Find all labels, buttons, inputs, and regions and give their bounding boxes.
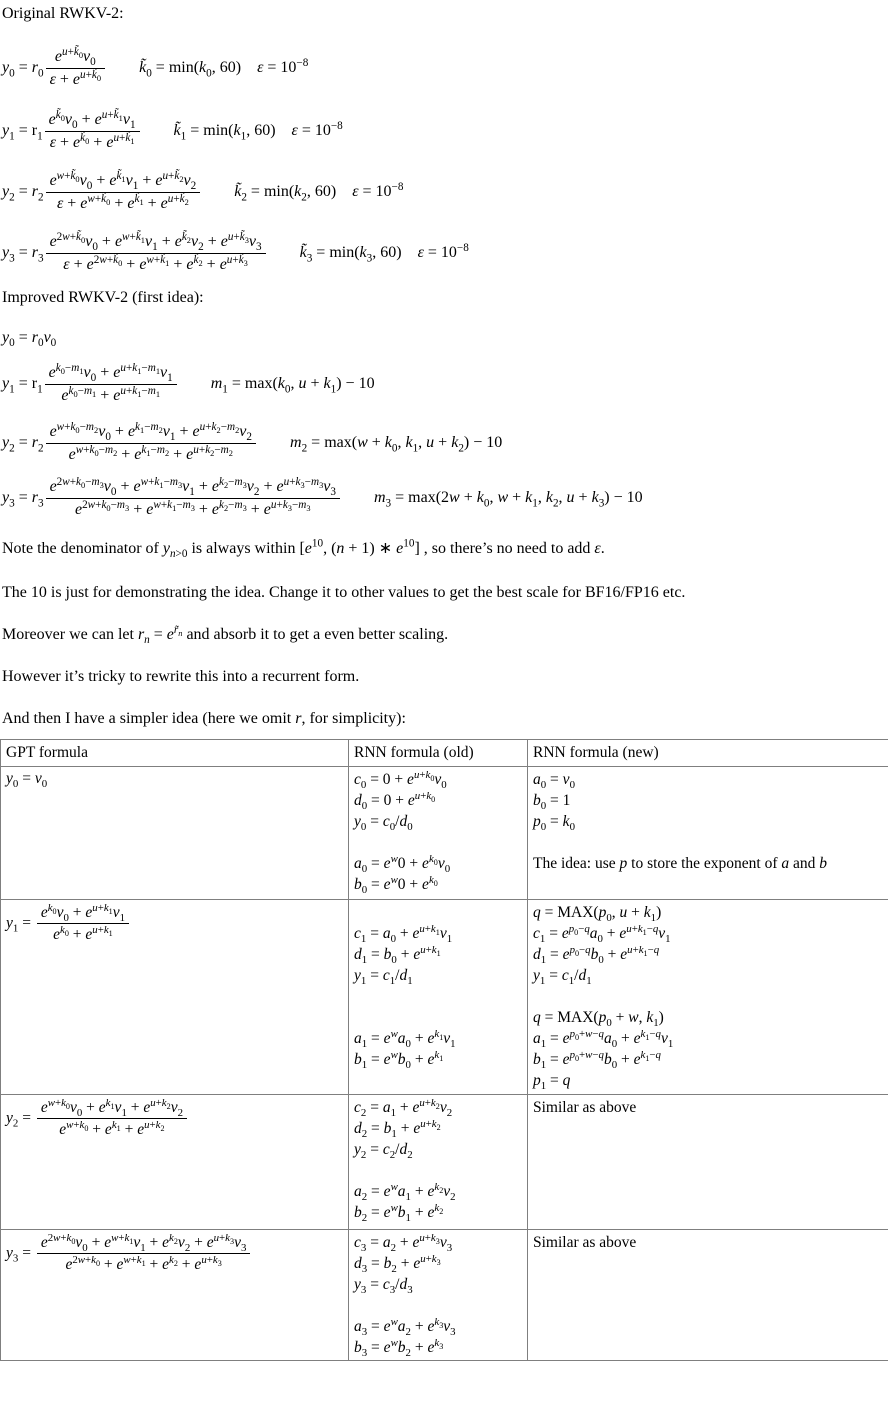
rnn-new-cell-row1: $q = MAX(p_0$, $u + k_1$) $c_1 = e^{p_0-q}a_0 + e^{u+k_1-q}v_1$ $d_1 = e^{p_0-q}b_0 + e^{u+k_1-q}$ $y_1 = c_1/d_1$ $q = MAX(p_0 + w$, $k_1$) $a_1 = e^{p_0+w-q}a_0 + e^{k_1-q}v_1$ $b_1 = e^{p_0+w-q}b_0 + e^{k_1-q}$ $p_1 = q$ [528,900,888,1095]
equation-original-y0: $y_0 = r_0$ $\frac{e^{u+k̃_0}v_0}{\varepsilon + e^{u+k̃_0}}$ $k̃_0 = \min(k_0$, 60) $\varepsilon = 10^{-8}$ [2,45,309,88]
rnn-old-cell-row1: $c_1 = a_0 + e^{u+k_1}v_1$ $d_1 = b_0 + e^{u+k_1}$ $y_1 = c_1/d_1$ $a_1 = e^wa_0 + e^{k_1}v_1$ $b_1 = e^wb_0 + e^{k_1}$ [349,900,528,1095]
table-header-row [1,740,888,767]
table-row [1,1095,888,1230]
equation-improved-y3: $y_3 = r_3$ $\frac{e^{2w+k_0-m_3}v_0 + e^{w+k_1-m_3}v_1 + e^{k_2-m_3}v_2 + e^{u+k_3-m_3}v_3}{e^{2w+k_0-m_3} + e^{w+k_1-m_3} + e^{k_2-m_3} + e^{u+k_3-m_3}}$ $m_3 = \max(2w + k_0$, $w + k_1$, $k_2$, $u + k_3) - 10$ [2,475,643,518]
paragraph-simpler-idea: And then I have a simpler idea (here we omit r, for simplicity): [2,710,406,727]
rnn-old-cell-row0: $c_0 = 0 + e^{u+k_0}v_0$ $d_0 = 0 + e^{u+k_0}$ $y_0 = c_0/d_0$ $a_0 = e^w0 + e^{k_0}v_0$ $b_0 = e^w0 + e^{k_0}$ [349,767,528,900]
table-row [1,1230,888,1361]
col-header-rnn-new: RNN formula (new) [528,740,888,767]
gpt-formula-cell-row3: $y_3$ = $\frac{e^{2w+k_0}v_0 + e^{w+k_1}v_1 + e^{k_2}v_2 + e^{u+k_3}v_3}{e^{2w+k_0} + e^{w+k_1} + e^{k_2} + e^{u+k_3}}$ [1,1230,349,1361]
paragraph-denominator-note: Note the denominator of $y_{n>0}$ is always within [$e^{10}$, (n + 1) ∗ $e^{10}$] , so there’s no need to add ε. [2,537,605,561]
gpt-formula-cell-row2: $y_2$ = $\frac{e^{w+k_0}v_0 + e^{k_1}v_1 + e^{u+k_2}v_2}{e^{w+k_0} + e^{k_1} + e^{u+k_2}}$ [1,1095,349,1230]
equation-original-y2: $y_2 = r_2$ $\frac{e^{w+k̃_0}v_0 + e^{k̃_1}v_1 + e^{u+k̃_2}v_2}{\varepsilon + e^{w+k̃_0} + e^{k̃_1} + e^{u+k̃_2}}$ $k̃_2 = \min(k_2$, 60) $\varepsilon = 10^{-8}$ [2,169,404,212]
rnn-new-cell-row2: Similar as above [528,1095,888,1230]
rnn-old-cell-row3: $c_3 = a_2 + e^{u+k_3}v_3$ $d_3 = b_2 + e^{u+k_3}$ $y_3 = c_3/d_3$ $a_3 = e^wa_2 + e^{k_3}v_3$ $b_3 = e^wb_2 + e^{k_3}$ [349,1230,528,1361]
gpt-formula-cell-row1: $y_1$ = $\frac{e^{k_0}v_0 + e^{u+k_1}v_1}{e^{k_0} + e^{u+k_1}}$ [1,900,349,1095]
rnn-new-cell-row0: $a_0 = v_0$ $b_0 = 1$ $p_0 = k_0$ The idea: use p to store the exponent of a and b [528,767,888,900]
rnn-new-cell-row3: Similar as above [528,1230,888,1361]
equation-original-y1: $y_1 = r_1$ $\frac{e^{k̃_0}v_0 + e^{u+k̃_1}v_1}{\varepsilon + e^{k̃_0} + e^{u+k̃_1}}$ $k̃_1 = \min(k_1$, 60) $\varepsilon = 10^{-8}$ [2,108,343,151]
rnn-old-cell-row2: $c_2 = a_1 + e^{u+k_2}v_2$ $d_2 = b_1 + e^{u+k_2}$ $y_2 = c_2/d_2$ $a_2 = e^wa_1 + e^{k_2}v_2$ $b_2 = e^wb_1 + e^{k_2}$ [349,1095,528,1230]
col-header-rnn-old: RNN formula (old) [349,740,528,767]
equation-improved-y0: $y_0 = r_0v_0$ [2,329,57,350]
equation-improved-y1: $y_1 = r_1$ $\frac{e^{k_0-m_1}v_0 + e^{u+k_1-m_1}v_1}{e^{k_0-m_1} + e^{u+k_1-m_1}}$ $m_1 = \max(k_0$, $u + k_1) - 10$ [2,361,375,404]
table-row [1,767,888,900]
table-row [1,900,888,1095]
heading-original-rwkv2: Original RWKV-2: [2,5,124,22]
paragraph-recurrent-note: However it’s tricky to rewrite this into a recurrent form. [2,668,360,685]
gpt-formula-cell-row0: $y_0 = v_0$ [1,767,349,900]
equation-original-y3: $y_3 = r_3$ $\frac{e^{2w+k̃_0}v_0 + e^{w+k̃_1}v_1 + e^{k̃_2}v_2 + e^{u+k̃_3}v_3}{\varepsilon + e^{2w+k̃_0} + e^{w+k̃_1} + e^{k̃_2} + e^{u+k̃_3}}$ $k̃_3 = \min(k_3$, 60) $\varepsilon = 10^{-8}$ [2,230,469,273]
equation-improved-y2: $y_2 = r_2$ $\frac{e^{w+k_0-m_2}v_0 + e^{k_1-m_2}v_1 + e^{u+k_2-m_2}v_2}{e^{w+k_0-m_2} + e^{k_1-m_2} + e^{u+k_2-m_2}}$ $m_2 = \max(w + k_0$, $k_1$, $u + k_2) - 10$ [2,420,503,463]
col-header-gpt-formula: GPT formula [1,740,349,767]
formula-comparison-table [0,739,888,1361]
paragraph-absorb-note: Moreover we can let $r_n = e^{r̃_n}$ and absorb it to get a even better scaling. [2,623,449,647]
heading-improved-rwkv2: Improved RWKV-2 (first idea): [2,289,204,306]
paragraph-scale-note: The 10 is just for demonstrating the idea. Change it to other values to get the best scale for BF16/FP16 etc. [2,584,686,601]
